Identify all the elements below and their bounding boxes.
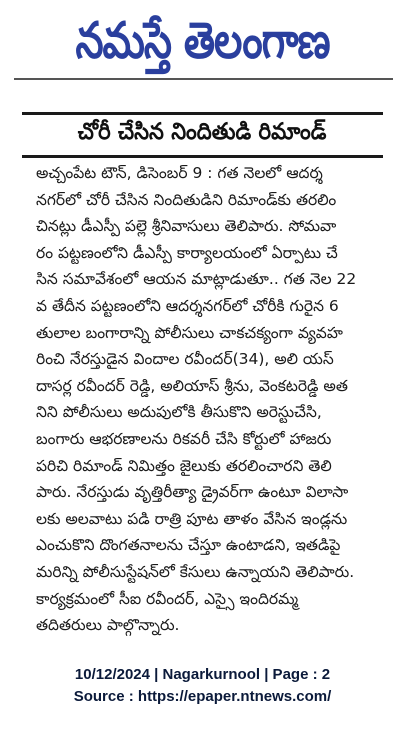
article-line: తులాల బంగారాన్ని పోలీసులు చాకచక్యంగా వ్యవహ [36,323,343,342]
article-line: నగర్‌లో చోరీ చేసిన నిందితుడిని రిమాండ్‌కు తరలిం [36,190,337,209]
article-line: కార్యక్రమంలో సీఐ రవీందర్, ఎస్సై ఇందిరమ్మ [36,589,299,608]
article-line: లకు అలవాటు పడి రాత్రి పూట తాళం వేసిన ఇండ్లను [36,509,348,528]
headline-title: చోరీ చేసిన నిందితుడి రిమాండ్ [78,119,327,145]
article-line: నిని పోలీసులు అదుపులోకి తీసుకొని అరెస్టుచేసి, [36,403,322,422]
article-line: ఎంచుకొని దొంగతనాలను చేస్తూ ఉంటాడని, ఇతడిపై [36,536,341,555]
article-line: పారు. నేరస్తుడు వృత్తిరీత్యా డ్రైవర్‌గా ఉంటూ విలాసా [36,483,349,502]
article-body [36,160,394,652]
newspaper-clipping [6,8,399,648]
article-line: తదితరులు పాల్గొన్నారు. [36,616,180,635]
footer-source: Source : https://epaper.ntnews.com/ [73,688,332,705]
article-line: మరిన్ని పోలీసుస్టేషన్‌లో కేసులు ఉన్నాయని తెలిపారు. [36,562,355,581]
article-line: అచ్చంపేట టౌన్, డిసెంబర్ 9 : గత నెలలో ఆదర్శ [36,164,323,182]
article-line: బంగారు ఆభరణాలను రికవరీ చేసి కోర్టులో హాజరు [36,429,332,448]
headline-box [22,112,383,158]
masthead [6,8,399,74]
article-line: సిన సమావేశంలో ఆయన మాట్లాడుతూ.. గత నెల 22 [36,270,357,289]
article-line: చినట్లు డీఎస్పీ పల్లె శ్రీనివాసులు తెలిపారు. సోమవా [36,217,337,236]
masthead-title: నమస్తే తెలంగాణ [75,12,330,70]
article-line: రం పట్టణంలోని డీఎస్పీ కార్యాలయంలో ఏర్పాటు చే [36,243,338,262]
article-line: పరిచి రిమాండ్ నిమిత్తం జైలుకు తరలించారని తెలి [36,456,332,475]
masthead-divider [14,78,393,80]
article-line: దాసర్ల రవీందర్ రెడ్డి, అలియాస్ శ్రీను, వెంకటరెడ్డి అత [36,376,348,395]
footer [0,664,405,708]
article-line: వ తేదీన పట్టణంలోని ఆదర్శనగర్‌లో చోరీకి గురైన 6 [36,296,339,315]
article-line: రించి నేరస్తుడైన విందాల రవీందర్(34), అలి యస్ [36,350,334,369]
footer-meta: 10/12/2024 | Nagarkurnool | Page : 2 [74,666,331,683]
